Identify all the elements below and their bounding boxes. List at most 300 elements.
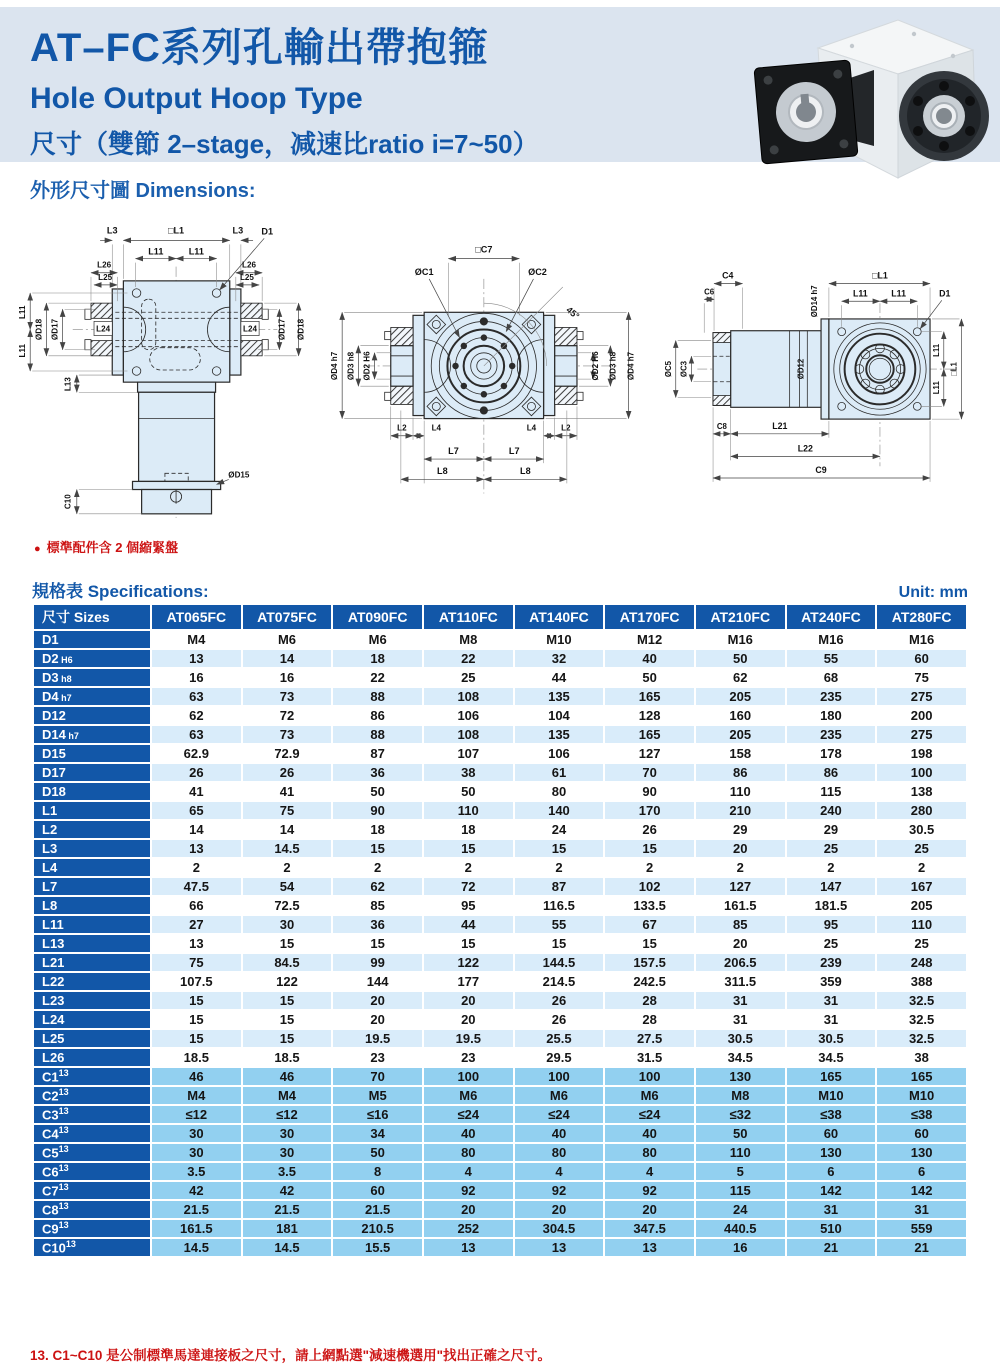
- dim-label: L8: [437, 466, 448, 477]
- spec-value: 206.5: [696, 954, 785, 971]
- spec-value: 21.5: [333, 1201, 422, 1218]
- spec-value: 20: [696, 840, 785, 857]
- table-row: [34, 650, 966, 667]
- table-row: [34, 1239, 966, 1256]
- row-label: D14 h7: [34, 726, 150, 743]
- spec-value: 160: [696, 707, 785, 724]
- spec-value: 88: [333, 726, 422, 743]
- spec-value: 177: [424, 973, 513, 990]
- spec-value: 27: [152, 916, 241, 933]
- spec-value: 27.5: [605, 1030, 694, 1047]
- table-row: [34, 1220, 966, 1237]
- spec-value: 2: [424, 859, 513, 876]
- spec-value: 165: [605, 726, 694, 743]
- spec-value: 72: [424, 878, 513, 895]
- spec-value: 107: [424, 745, 513, 762]
- spec-value: 147: [787, 878, 876, 895]
- spec-value: 275: [877, 726, 966, 743]
- spec-value: 16: [243, 669, 332, 686]
- spec-value: 110: [424, 802, 513, 819]
- row-label: L21: [34, 954, 150, 971]
- spec-value: 87: [333, 745, 422, 762]
- table-row: [34, 631, 966, 648]
- row-label: D2 H6: [34, 650, 150, 667]
- spec-value: ≤32: [696, 1106, 785, 1123]
- spec-value: M6: [424, 1087, 513, 1104]
- spec-value: 142: [787, 1182, 876, 1199]
- spec-value: 20: [515, 1201, 604, 1218]
- dim-label: L24: [96, 324, 111, 334]
- spec-value: 100: [424, 1068, 513, 1085]
- spec-value: 252: [424, 1220, 513, 1237]
- spec-value: 15: [605, 840, 694, 857]
- spec-value: 14: [243, 821, 332, 838]
- spec-value: 63: [152, 688, 241, 705]
- spec-value: 205: [877, 897, 966, 914]
- dim-label: ØC2: [528, 266, 547, 277]
- unit-label: Unit: mm: [898, 584, 968, 601]
- spec-value: 86: [333, 707, 422, 724]
- spec-value: 178: [787, 745, 876, 762]
- spec-value: 21.5: [243, 1201, 332, 1218]
- row-label: $C9^{13}$: [34, 1220, 150, 1237]
- spec-value: 8: [333, 1163, 422, 1180]
- spec-value: 38: [424, 764, 513, 781]
- row-label: D3 h8: [34, 669, 150, 686]
- front-view-drawing: [328, 218, 662, 522]
- spec-value: 15: [243, 1011, 332, 1028]
- dim-label: L11: [931, 381, 941, 395]
- spec-value: 18.5: [152, 1049, 241, 1066]
- row-label: L25: [34, 1030, 150, 1047]
- table-row: [34, 688, 966, 705]
- spec-value: 60: [333, 1182, 422, 1199]
- spec-value: 40: [424, 1125, 513, 1142]
- spec-section-header: [32, 577, 968, 602]
- spec-value: 170: [605, 802, 694, 819]
- row-label: L22: [34, 973, 150, 990]
- spec-value: 72: [243, 707, 332, 724]
- spec-value: 40: [605, 1125, 694, 1142]
- spec-value: 86: [787, 764, 876, 781]
- dim-label: □L1: [167, 225, 185, 236]
- table-row: [34, 1144, 966, 1161]
- spec-value: 6: [787, 1163, 876, 1180]
- row-label: D4 h7: [34, 688, 150, 705]
- model-column-header: AT065FC: [152, 605, 241, 629]
- table-row: [34, 669, 966, 686]
- spec-value: 15: [333, 935, 422, 952]
- spec-value: 34.5: [696, 1049, 785, 1066]
- spec-value: 200: [877, 707, 966, 724]
- table-row: [34, 1087, 966, 1104]
- bullet-icon: ●: [34, 543, 41, 555]
- spec-value: 110: [877, 916, 966, 933]
- spec-value: M6: [243, 631, 332, 648]
- spec-table-body: [34, 631, 966, 1256]
- spec-value: 165: [605, 688, 694, 705]
- dim-label: L7: [448, 446, 459, 457]
- table-row: [34, 1106, 966, 1123]
- spec-value: 50: [333, 1144, 422, 1161]
- spec-value: 275: [877, 688, 966, 705]
- spec-value: 14.5: [152, 1239, 241, 1256]
- table-row: [34, 1068, 966, 1085]
- spec-value: 55: [515, 916, 604, 933]
- spec-value: 30: [243, 1144, 332, 1161]
- spec-value: 15: [605, 935, 694, 952]
- dim-label: L13: [63, 377, 73, 392]
- size-column-header: 尺寸 Sizes: [34, 605, 150, 629]
- spec-value: 50: [696, 1125, 785, 1142]
- accessory-note: [34, 537, 178, 556]
- dim-label: ØD4 h7: [330, 351, 340, 381]
- spec-value: ≤12: [243, 1106, 332, 1123]
- dim-label: □L1: [949, 362, 959, 376]
- dim-label: ØD15: [228, 470, 250, 480]
- spec-value: M4: [243, 1087, 332, 1104]
- dim-label: L11: [148, 246, 164, 257]
- model-column-header: AT090FC: [333, 605, 422, 629]
- spec-value: 34: [333, 1125, 422, 1142]
- dim-label: ØC1: [414, 266, 434, 277]
- spec-value: 44: [515, 669, 604, 686]
- row-label: $C8^{13}$: [34, 1201, 150, 1218]
- row-label: L23: [34, 992, 150, 1009]
- spec-value: 90: [605, 783, 694, 800]
- page-subtitle-en: Hole Output Hoop Type: [30, 82, 363, 115]
- spec-value: ≤38: [787, 1106, 876, 1123]
- spec-value: 20: [605, 1201, 694, 1218]
- spec-value: 34.5: [787, 1049, 876, 1066]
- spec-value: 13: [152, 840, 241, 857]
- spec-value: 235: [787, 726, 876, 743]
- spec-value: 14.5: [243, 840, 332, 857]
- table-row: [34, 802, 966, 819]
- spec-value: 242.5: [605, 973, 694, 990]
- spec-value: 20: [424, 1011, 513, 1028]
- page-size-line: 尺寸（雙節 2–stage，减速比ratio i=7~50）: [30, 129, 539, 159]
- spec-value: 62: [333, 878, 422, 895]
- dim-label: L25: [98, 272, 113, 282]
- dim-label: ØD2 H6: [362, 351, 372, 381]
- table-row: [34, 1125, 966, 1142]
- dim-label: L3: [232, 225, 244, 236]
- spec-value: 2: [333, 859, 422, 876]
- table-row: [34, 859, 966, 876]
- dim-label: L22: [797, 443, 813, 454]
- spec-value: 359: [787, 973, 876, 990]
- spec-value: 62: [696, 669, 785, 686]
- dim-label: L11: [931, 343, 941, 357]
- row-label: $C3^{13}$: [34, 1106, 150, 1123]
- spec-value: 18.5: [243, 1049, 332, 1066]
- spec-value: 15: [152, 1030, 241, 1047]
- spec-value: M6: [333, 631, 422, 648]
- spec-value: 4: [515, 1163, 604, 1180]
- spec-value: 62.9: [152, 745, 241, 762]
- spec-value: 135: [515, 688, 604, 705]
- spec-value: 32.5: [877, 992, 966, 1009]
- spec-value: 15: [152, 992, 241, 1009]
- dim-label: L11: [18, 305, 28, 320]
- model-column-header: AT240FC: [787, 605, 876, 629]
- spec-value: 46: [152, 1068, 241, 1085]
- spec-value: 210.5: [333, 1220, 422, 1237]
- spec-value: 40: [515, 1125, 604, 1142]
- spec-value: 67: [605, 916, 694, 933]
- spec-value: 142: [877, 1182, 966, 1199]
- spec-value: 115: [696, 1182, 785, 1199]
- spec-value: 347.5: [605, 1220, 694, 1237]
- spec-value: 128: [605, 707, 694, 724]
- spec-value: 29.5: [515, 1049, 604, 1066]
- spec-value: 4: [605, 1163, 694, 1180]
- spec-value: 198: [877, 745, 966, 762]
- spec-value: 135: [515, 726, 604, 743]
- table-row: [34, 1182, 966, 1199]
- dim-label: L8: [520, 466, 531, 477]
- dim-label: L3: [106, 225, 118, 236]
- spec-value: 80: [515, 783, 604, 800]
- dim-label: C9: [815, 465, 827, 476]
- spec-value: 26: [152, 764, 241, 781]
- spec-value: 60: [787, 1125, 876, 1142]
- spec-value: 15: [424, 935, 513, 952]
- model-column-header: AT140FC: [515, 605, 604, 629]
- row-label: D1: [34, 631, 150, 648]
- spec-value: 66: [152, 897, 241, 914]
- row-label: L3: [34, 840, 150, 857]
- spec-value: 40: [605, 650, 694, 667]
- spec-value: 28: [605, 1011, 694, 1028]
- dim-label: L2: [397, 423, 407, 433]
- table-row: [34, 935, 966, 952]
- spec-value: 130: [787, 1144, 876, 1161]
- spec-value: 23: [333, 1049, 422, 1066]
- spec-value: 440.5: [696, 1220, 785, 1237]
- spec-value: 235: [787, 688, 876, 705]
- spec-value: 80: [515, 1144, 604, 1161]
- spec-value: 102: [605, 878, 694, 895]
- spec-value: 239: [787, 954, 876, 971]
- spec-value: 30: [152, 1144, 241, 1161]
- spec-value: 13: [424, 1239, 513, 1256]
- dim-label: C4: [722, 270, 734, 281]
- spec-value: M6: [515, 1087, 604, 1104]
- table-row: [34, 1163, 966, 1180]
- spec-value: M10: [787, 1087, 876, 1104]
- table-row: [34, 783, 966, 800]
- spec-value: 100: [605, 1068, 694, 1085]
- spec-value: 25: [877, 935, 966, 952]
- dim-label: L11: [188, 246, 204, 257]
- dimension-drawings: [14, 218, 986, 522]
- footnote: 13. C1~C10 是公制標準馬達連接板之尺寸，請上網點選"減速機選用"找出正確之尺寸。: [30, 1348, 551, 1363]
- spec-value: 30.5: [787, 1030, 876, 1047]
- spec-value: 165: [787, 1068, 876, 1085]
- spec-value: ≤24: [605, 1106, 694, 1123]
- model-column-header: AT210FC: [696, 605, 785, 629]
- spec-value: 60: [877, 1125, 966, 1142]
- spec-value: 158: [696, 745, 785, 762]
- spec-value: 30: [243, 916, 332, 933]
- dim-label: ØC3: [679, 360, 689, 378]
- spec-value: 23: [424, 1049, 513, 1066]
- spec-table-head: [34, 605, 966, 629]
- dim-label: L24: [243, 324, 257, 334]
- spec-value: M16: [696, 631, 785, 648]
- table-row: [34, 840, 966, 857]
- spec-value: 62: [152, 707, 241, 724]
- table-row: [34, 707, 966, 724]
- dim-label: ØC5: [663, 360, 673, 378]
- spec-value: 100: [877, 764, 966, 781]
- spec-value: 304.5: [515, 1220, 604, 1237]
- row-label: L2: [34, 821, 150, 838]
- spec-value: 87: [515, 878, 604, 895]
- spec-value: 19.5: [333, 1030, 422, 1047]
- dim-label: 45°: [564, 304, 582, 322]
- row-label: L24: [34, 1011, 150, 1028]
- table-row: [34, 973, 966, 990]
- spec-value: 36: [333, 764, 422, 781]
- spec-value: 31: [787, 992, 876, 1009]
- spec-value: 110: [696, 1144, 785, 1161]
- spec-value: 73: [243, 688, 332, 705]
- row-label: L4: [34, 859, 150, 876]
- spec-value: 13: [605, 1239, 694, 1256]
- spec-value: 28: [605, 992, 694, 1009]
- spec-value: 85: [333, 897, 422, 914]
- spec-value: 2: [787, 859, 876, 876]
- row-label: $C7^{13}$: [34, 1182, 150, 1199]
- spec-value: 115: [787, 783, 876, 800]
- spec-value: 13: [152, 935, 241, 952]
- spec-value: 30: [243, 1125, 332, 1142]
- spec-value: 127: [605, 745, 694, 762]
- spec-value: 50: [605, 669, 694, 686]
- spec-value: M10: [877, 1087, 966, 1104]
- accessory-note-text: 標準配件含 2 個縮緊盤: [46, 540, 179, 555]
- spec-value: 47.5: [152, 878, 241, 895]
- table-row: [34, 954, 966, 971]
- dim-label: ØD3 h8: [346, 351, 356, 381]
- spec-value: 84.5: [243, 954, 332, 971]
- spec-value: 31: [696, 1011, 785, 1028]
- spec-value: 559: [877, 1220, 966, 1237]
- input-flange: [754, 60, 858, 164]
- table-row: [34, 821, 966, 838]
- spec-label: 規格表 Specifications:: [32, 582, 209, 601]
- spec-value: ≤16: [333, 1106, 422, 1123]
- spec-value: 311.5: [696, 973, 785, 990]
- table-row: [34, 1011, 966, 1028]
- spec-value: 15: [243, 935, 332, 952]
- spec-value: 24: [515, 821, 604, 838]
- product-photo: [748, 8, 998, 198]
- spec-value: 46: [243, 1068, 332, 1085]
- spec-value: 50: [696, 650, 785, 667]
- spec-value: M16: [787, 631, 876, 648]
- row-label: $C10^{13}$: [34, 1239, 150, 1256]
- spec-value: 20: [424, 1201, 513, 1218]
- spec-value: 13: [152, 650, 241, 667]
- spec-value: 63: [152, 726, 241, 743]
- row-label: L7: [34, 878, 150, 895]
- spec-value: 90: [333, 802, 422, 819]
- spec-value: 31: [696, 992, 785, 1009]
- row-label: L11: [34, 916, 150, 933]
- model-column-header: AT280FC: [877, 605, 966, 629]
- row-label: D17: [34, 764, 150, 781]
- spec-value: 15: [424, 840, 513, 857]
- spec-value: 161.5: [152, 1220, 241, 1237]
- spec-value: M12: [605, 631, 694, 648]
- spec-value: 38: [877, 1049, 966, 1066]
- spec-value: M4: [152, 631, 241, 648]
- spec-value: 2: [243, 859, 332, 876]
- model-column-header: AT075FC: [243, 605, 332, 629]
- spec-value: 75: [877, 669, 966, 686]
- spec-value: 138: [877, 783, 966, 800]
- spec-value: 42: [243, 1182, 332, 1199]
- spec-value: 75: [243, 802, 332, 819]
- table-row: [34, 764, 966, 781]
- dim-label: □L1: [872, 270, 888, 281]
- spec-value: 44: [424, 916, 513, 933]
- spec-value: 92: [424, 1182, 513, 1199]
- spec-value: 280: [877, 802, 966, 819]
- spec-value: 21.5: [152, 1201, 241, 1218]
- table-row: [34, 1030, 966, 1047]
- spec-value: 26: [243, 764, 332, 781]
- spec-value: 116.5: [515, 897, 604, 914]
- spec-value: 54: [243, 878, 332, 895]
- dim-label: ØD14 h7: [810, 285, 820, 318]
- spec-value: 25.5: [515, 1030, 604, 1047]
- spec-value: 32: [515, 650, 604, 667]
- spec-value: 41: [243, 783, 332, 800]
- spec-value: 2: [696, 859, 785, 876]
- spec-value: 26: [515, 992, 604, 1009]
- top-view-drawing: [14, 218, 328, 522]
- table-row: [34, 745, 966, 762]
- spec-value: 50: [333, 783, 422, 800]
- spec-value: 36: [333, 916, 422, 933]
- spec-value: 2: [605, 859, 694, 876]
- spec-value: 127: [696, 878, 785, 895]
- dim-label: ØD4 h7: [626, 351, 636, 381]
- spec-value: M5: [333, 1087, 422, 1104]
- spec-value: 25: [424, 669, 513, 686]
- spec-value: 92: [515, 1182, 604, 1199]
- spec-value: 165: [877, 1068, 966, 1085]
- spec-value: 95: [787, 916, 876, 933]
- model-column-header: AT170FC: [605, 605, 694, 629]
- spec-value: 20: [696, 935, 785, 952]
- row-label: L26: [34, 1049, 150, 1066]
- spec-value: M10: [515, 631, 604, 648]
- dim-label: ØD17: [277, 318, 287, 341]
- spec-value: 16: [696, 1239, 785, 1256]
- spec-value: 86: [696, 764, 785, 781]
- dim-label: ØD3 h8: [608, 351, 618, 381]
- spec-value: 15: [243, 1030, 332, 1047]
- dim-label: ØD12: [796, 358, 806, 380]
- spec-value: 130: [696, 1068, 785, 1085]
- spec-value: M8: [696, 1087, 785, 1104]
